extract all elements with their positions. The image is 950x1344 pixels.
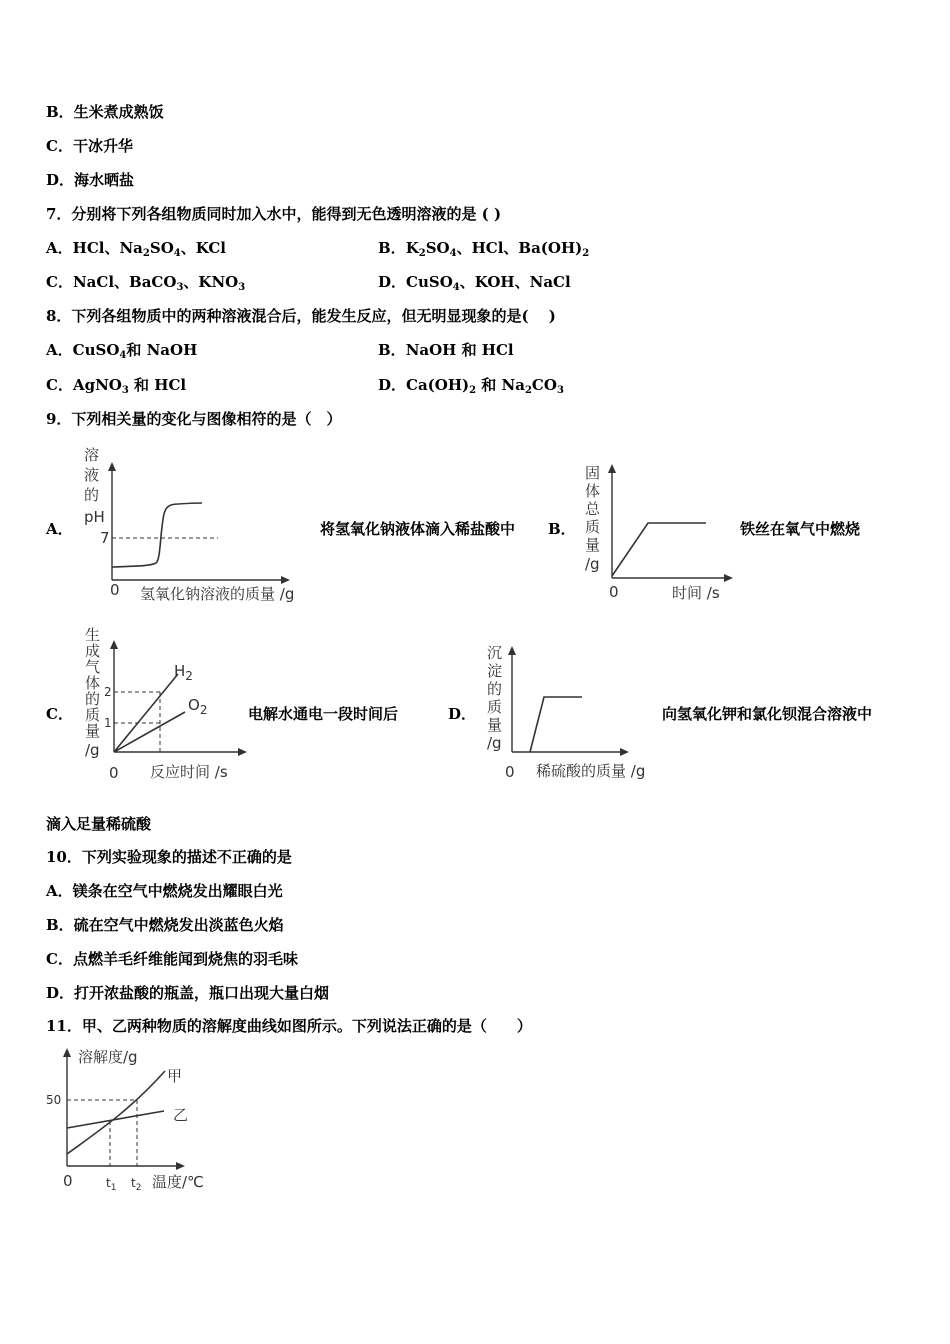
q9-b-ylabel-1: 体 [585,482,601,500]
q9-d-ylabel-3: 质 [487,698,503,716]
q9-a-graph [78,442,323,607]
q9-d-ylabel-0: 沉 [487,644,503,662]
q6-option-c: C．干冰升华 [46,137,133,155]
q11-series-yi-label: 乙 [173,1106,189,1124]
q9-b-ylabel-3: 质 [585,518,601,536]
q9-c-graph [80,626,245,786]
q9-c-ylabel-5: 质 [85,706,101,724]
q11-xlabel: 温度/℃ [152,1173,204,1191]
q11-x-arrow [176,1162,185,1170]
q11-y-arrow [63,1048,71,1057]
q9-a-tick-7: 7 [100,529,110,547]
q9-c-x-arrow [238,748,247,756]
q11-origin: 0 [63,1172,73,1190]
q9-b-curve [612,523,706,576]
q10-option-c: C．点燃羊毛纤维能闻到烧焦的羽毛味 [46,950,298,968]
q9-a-ylabel-2: 的 [84,486,100,504]
q7-option-b: B．$K_2SO_4$、HCl、$Ba(OH)_2$ [378,239,590,259]
q7-option-d: D．CuSO$_4$、KOH、NaCl [378,273,571,293]
q9-b-ylabel-4: 量 [585,536,601,554]
q9-continuation: 滴入足量稀硫酸 [46,815,152,833]
q9-c-series-o2 [114,712,185,752]
q11-series-jia [67,1071,165,1154]
q9-d-graph [482,638,662,786]
q10-option-b: B．硫在空气中燃烧发出淡蓝色火焰 [46,916,284,934]
q8-option-b: B．NaOH 和 HCl [378,341,514,359]
q11-stem: 11．甲、乙两种物质的溶解度曲线如图所示。下列说法正确的是（ ） [46,1017,532,1035]
q8-option-d: D．$Ca(OH)_2$ 和 $Na_2CO_3$ [378,376,564,396]
q9-c-tick-1: 1 [104,716,112,730]
q9-c-xlabel: 反应时间 /s [150,763,228,781]
q7-option-c: C．NaCl、BaCO$_3$、$KNO_3$ [46,273,246,293]
q11-tick-t1: $t_1$ [106,1176,117,1193]
q9-b-caption: 铁丝在氧气中燃烧 [740,520,861,538]
q9-a-ylabel-1: 液 [84,466,100,484]
q9-c-ylabel-3: 体 [85,674,101,692]
q9-c-series-h2 [114,674,178,752]
q11-series-jia-label: 甲 [167,1067,183,1085]
q9-b-y-arrow [608,464,616,473]
q9-d-ylabel-2: 的 [487,680,503,698]
q10-option-a: A．镁条在空气中燃烧发出耀眼白光 [46,882,283,900]
q9-a-x-arrow [281,576,290,584]
q9-c-ylabel-2: 气 [85,658,101,676]
q10-stem: 10．下列实验现象的描述不正确的是 [46,848,292,866]
q6-option-b: B．生米煮成熟饭 [46,103,164,121]
q10-option-d: D．打开浓盐酸的瓶盖，瓶口出现大量白烟 [46,984,330,1002]
q9-a-origin: 0 [110,581,120,599]
q9-d-y-arrow [508,646,516,655]
q9-a-ylabel-3: pH [84,508,105,526]
q9-c-ylabel-4: 的 [85,690,101,708]
q11-ylabel: 溶解度/g [78,1048,138,1066]
q7-stem: 7．分别将下列各组物质同时加入水中，能得到无色透明溶液的是 ( ) [46,205,502,223]
q9-a-label: A． [46,520,73,538]
q9-d-x-arrow [620,748,629,756]
q9-stem: 9．下列相关量的变化与图像相符的是（ ） [46,410,342,428]
q9-b-ylabel-0: 固 [585,464,601,482]
q9-c-series-o2-label: $O_2$ [188,696,208,717]
q9-b-xlabel: 时间 /s [672,584,720,602]
q6-option-d: D．海水晒盐 [46,171,135,189]
q9-a-ylabel-0: 溶 [84,446,100,464]
q9-c-label: C． [46,705,73,723]
q9-d-caption: 向氢氧化钾和氯化钡混合溶液中 [662,705,873,723]
q9-b-ylabel-2: 总 [585,500,601,518]
q9-c-origin: 0 [109,764,119,782]
q11-tick-50: 50 [46,1093,62,1107]
q9-d-ylabel-4: 量 [487,716,503,734]
q9-c-ylabel-0: 生 [85,626,101,644]
q9-d-ylabel-1: 淀 [487,662,503,680]
q11-solubility-graph [40,1040,240,1198]
q9-d-curve [530,697,582,752]
q9-b-origin: 0 [609,583,619,601]
q9-c-ylabel-7: /g [85,741,100,759]
q9-b-ylabel-5: /g [585,555,600,573]
q9-b-graph [580,462,740,607]
q9-c-ylabel-6: 量 [85,722,101,740]
q8-option-a: A．CuSO$_4$和 NaOH [46,341,198,361]
q9-a-y-arrow [108,462,116,471]
q9-d-xlabel: 稀硫酸的质量 /g [536,762,646,780]
q9-c-y-arrow [110,640,118,649]
q9-d-origin: 0 [505,763,515,781]
q7-option-a: A．HCl、$Na_2SO_4$、KCl [46,239,227,259]
q9-c-series-h2-label: $H_2$ [174,662,193,683]
q11-series-yi [67,1111,164,1128]
q9-c-caption: 电解水通电一段时间后 [248,705,399,723]
q9-b-label: B． [548,520,576,538]
q9-d-label: D． [448,705,477,723]
q9-c-ylabel-1: 成 [85,642,101,660]
q8-stem: 8．下列各组物质中的两种溶液混合后，能发生反应，但无明显现象的是( ) [46,307,556,325]
q9-a-curve [112,503,202,567]
q9-d-ylabel-5: /g [487,734,502,752]
q9-a-xlabel: 氢氧化钠溶液的质量 /g [140,585,295,603]
q9-b-x-arrow [724,574,733,582]
q11-tick-t2: $t_2$ [131,1176,142,1193]
q9-c-tick-2: 2 [104,685,112,699]
q9-a-caption: 将氢氧化钠液体滴入稀盐酸中 [320,520,516,538]
q8-option-c: C．AgNO$_3$ 和 HCl [46,376,187,396]
